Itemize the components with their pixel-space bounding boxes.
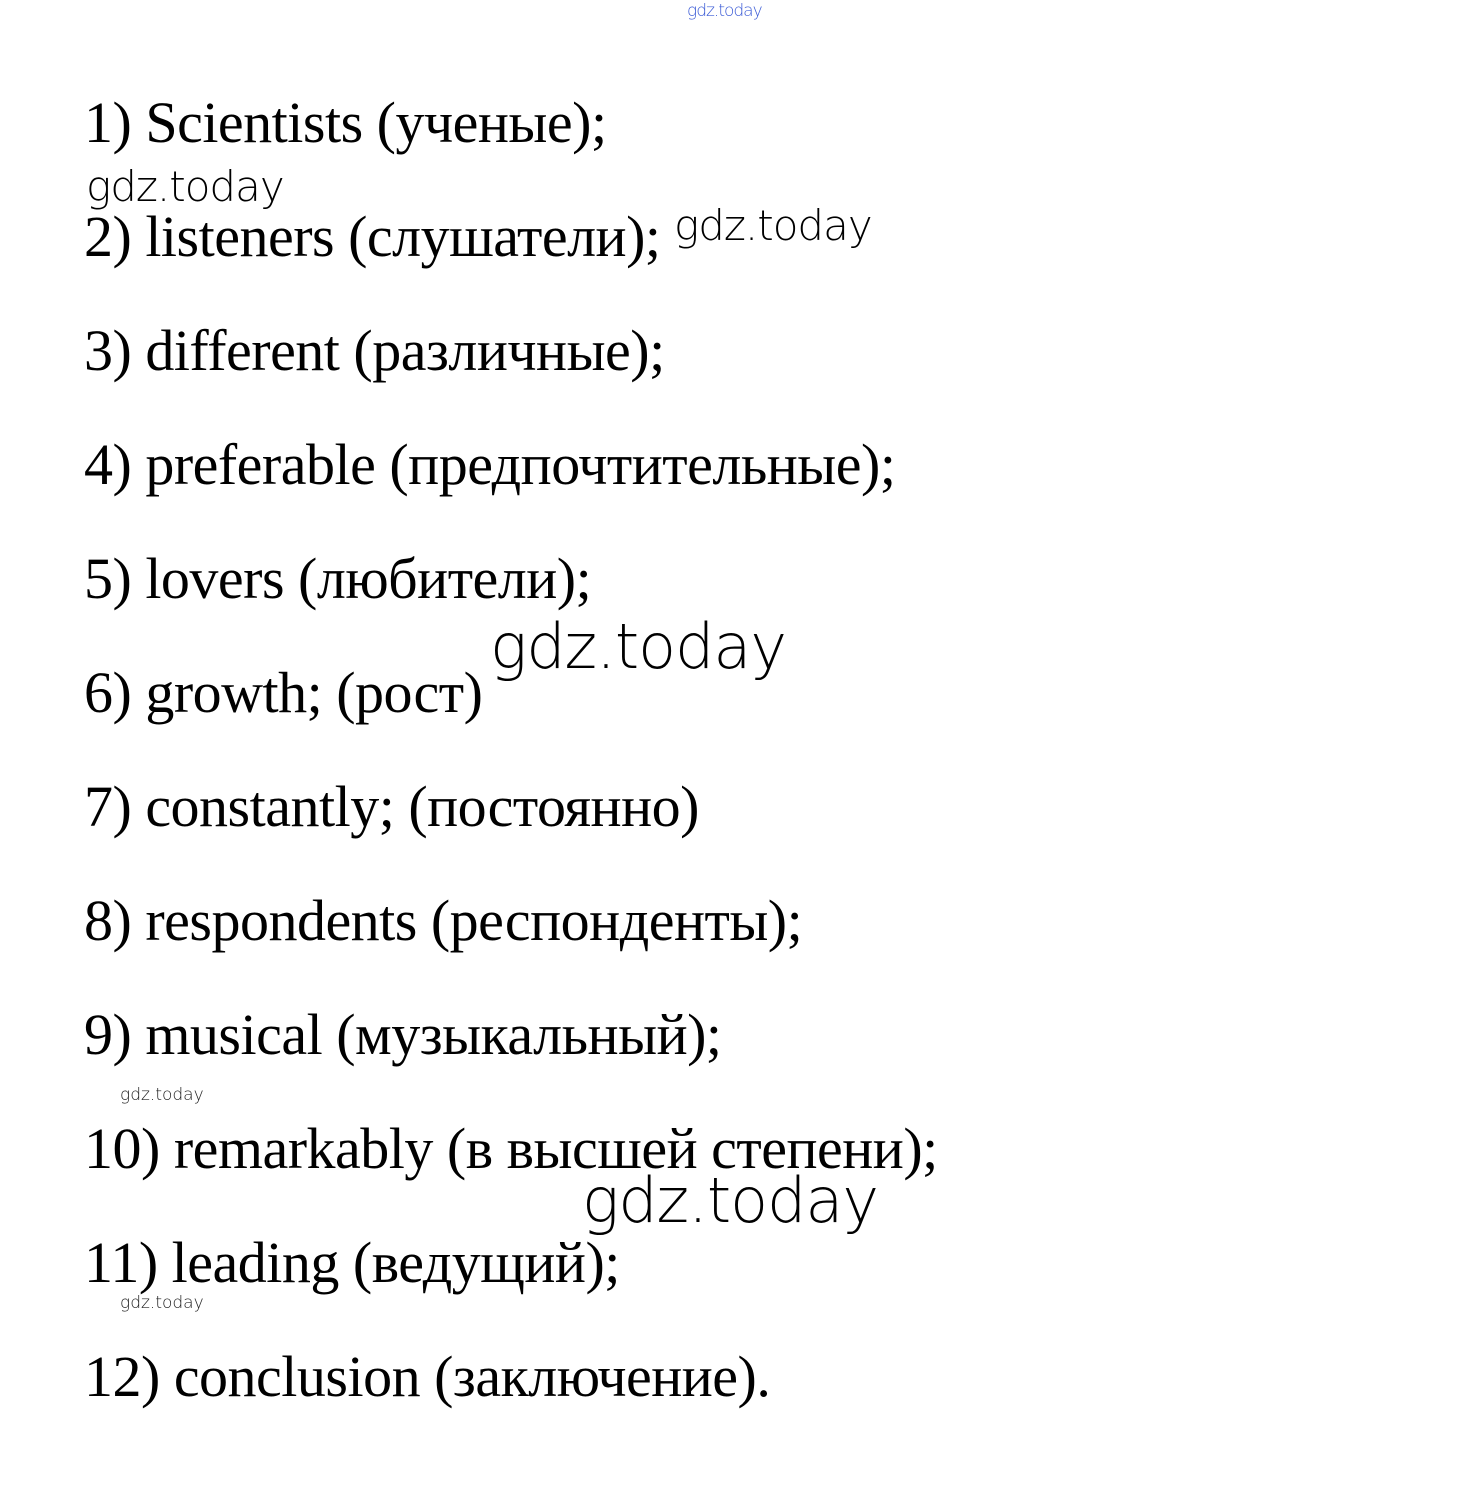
list-item-7: 7) constantly; (постоянно)	[84, 774, 699, 839]
list-item-1: 1) Scientists (ученые);	[84, 90, 607, 155]
list-item-12: 12) conclusion (заключение).	[84, 1344, 771, 1409]
watermark: gdz.today	[674, 201, 872, 250]
list-item-4: 4) preferable (предпочтительные);	[84, 432, 896, 497]
watermark: gdz.today	[490, 610, 787, 683]
list-item-8: 8) respondents (респонденты);	[84, 888, 803, 953]
watermark-top: gdz.today	[687, 1, 762, 21]
list-item-5: 5) lovers (любители);	[84, 546, 592, 611]
watermark: gdz.today	[86, 162, 284, 211]
list-item-10: 10) remarkably (в высшей степени);	[84, 1116, 938, 1181]
list-item-6: 6) growth; (рост)	[84, 660, 483, 725]
watermark: gdz.today	[120, 1085, 204, 1105]
list-item-9: 9) musical (музыкальный);	[84, 1002, 722, 1067]
watermark: gdz.today	[582, 1164, 879, 1237]
list-item-3: 3) different (различные);	[84, 318, 665, 383]
list-item-11: 11) leading (ведущий);	[84, 1230, 620, 1295]
watermark: gdz.today	[120, 1293, 204, 1313]
list-item-2: 2) listeners (слушатели);	[84, 204, 661, 269]
